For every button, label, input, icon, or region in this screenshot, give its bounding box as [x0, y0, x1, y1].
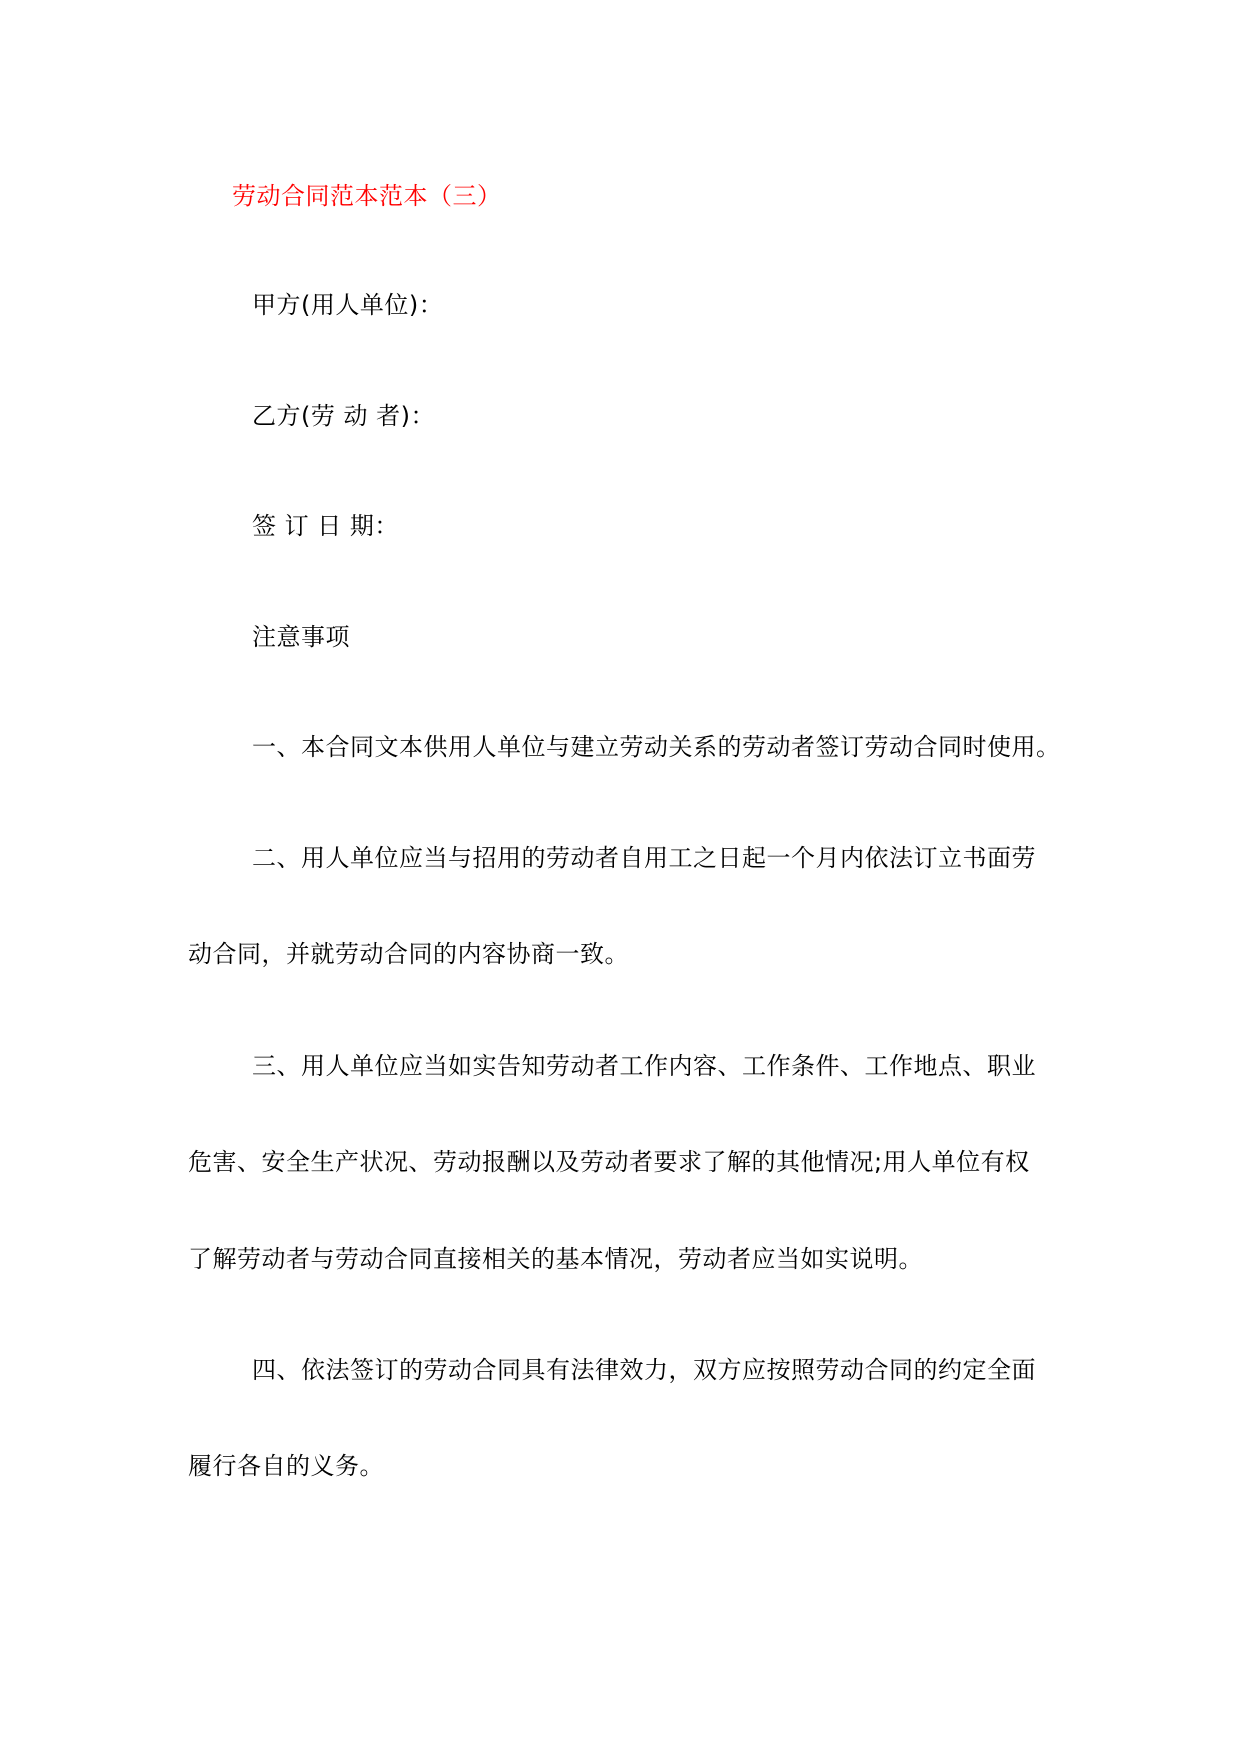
clause-1-line-1: 一、本合同文本供用人单位与建立劳动关系的劳动者签订劳动合同时使用。 — [252, 733, 1061, 761]
party-b-field-label: 乙方(劳 动 者)： — [252, 402, 435, 430]
clause-4-line-1: 四、依法签订的劳动合同具有法律效力，双方应按照劳动合同的约定全面 — [252, 1356, 1036, 1384]
sign-date-field-label: 签 订 日 期： — [252, 512, 399, 540]
clause-4-line-2: 履行各自的义务。 — [188, 1452, 384, 1480]
clause-2-line-1: 二、用人单位应当与招用的劳动者自用工之日起一个月内依法订立书面劳 — [252, 844, 1036, 872]
document-title: 劳动合同范本范本（三） — [232, 182, 502, 210]
clause-2-line-2: 动合同，并就劳动合同的内容协商一致。 — [188, 940, 629, 968]
party-a-field-label: 甲方(用人单位)： — [252, 291, 444, 319]
clause-3-line-3: 了解劳动者与劳动合同直接相关的基本情况，劳动者应当如实说明。 — [188, 1245, 923, 1273]
notes-heading: 注意事项 — [252, 623, 350, 651]
clause-3-line-2: 危害、安全生产状况、劳动报酬以及劳动者要求了解的其他情况;用人单位有权 — [188, 1148, 1030, 1176]
clause-3-line-1: 三、用人单位应当如实告知劳动者工作内容、工作条件、工作地点、职业 — [252, 1052, 1036, 1080]
